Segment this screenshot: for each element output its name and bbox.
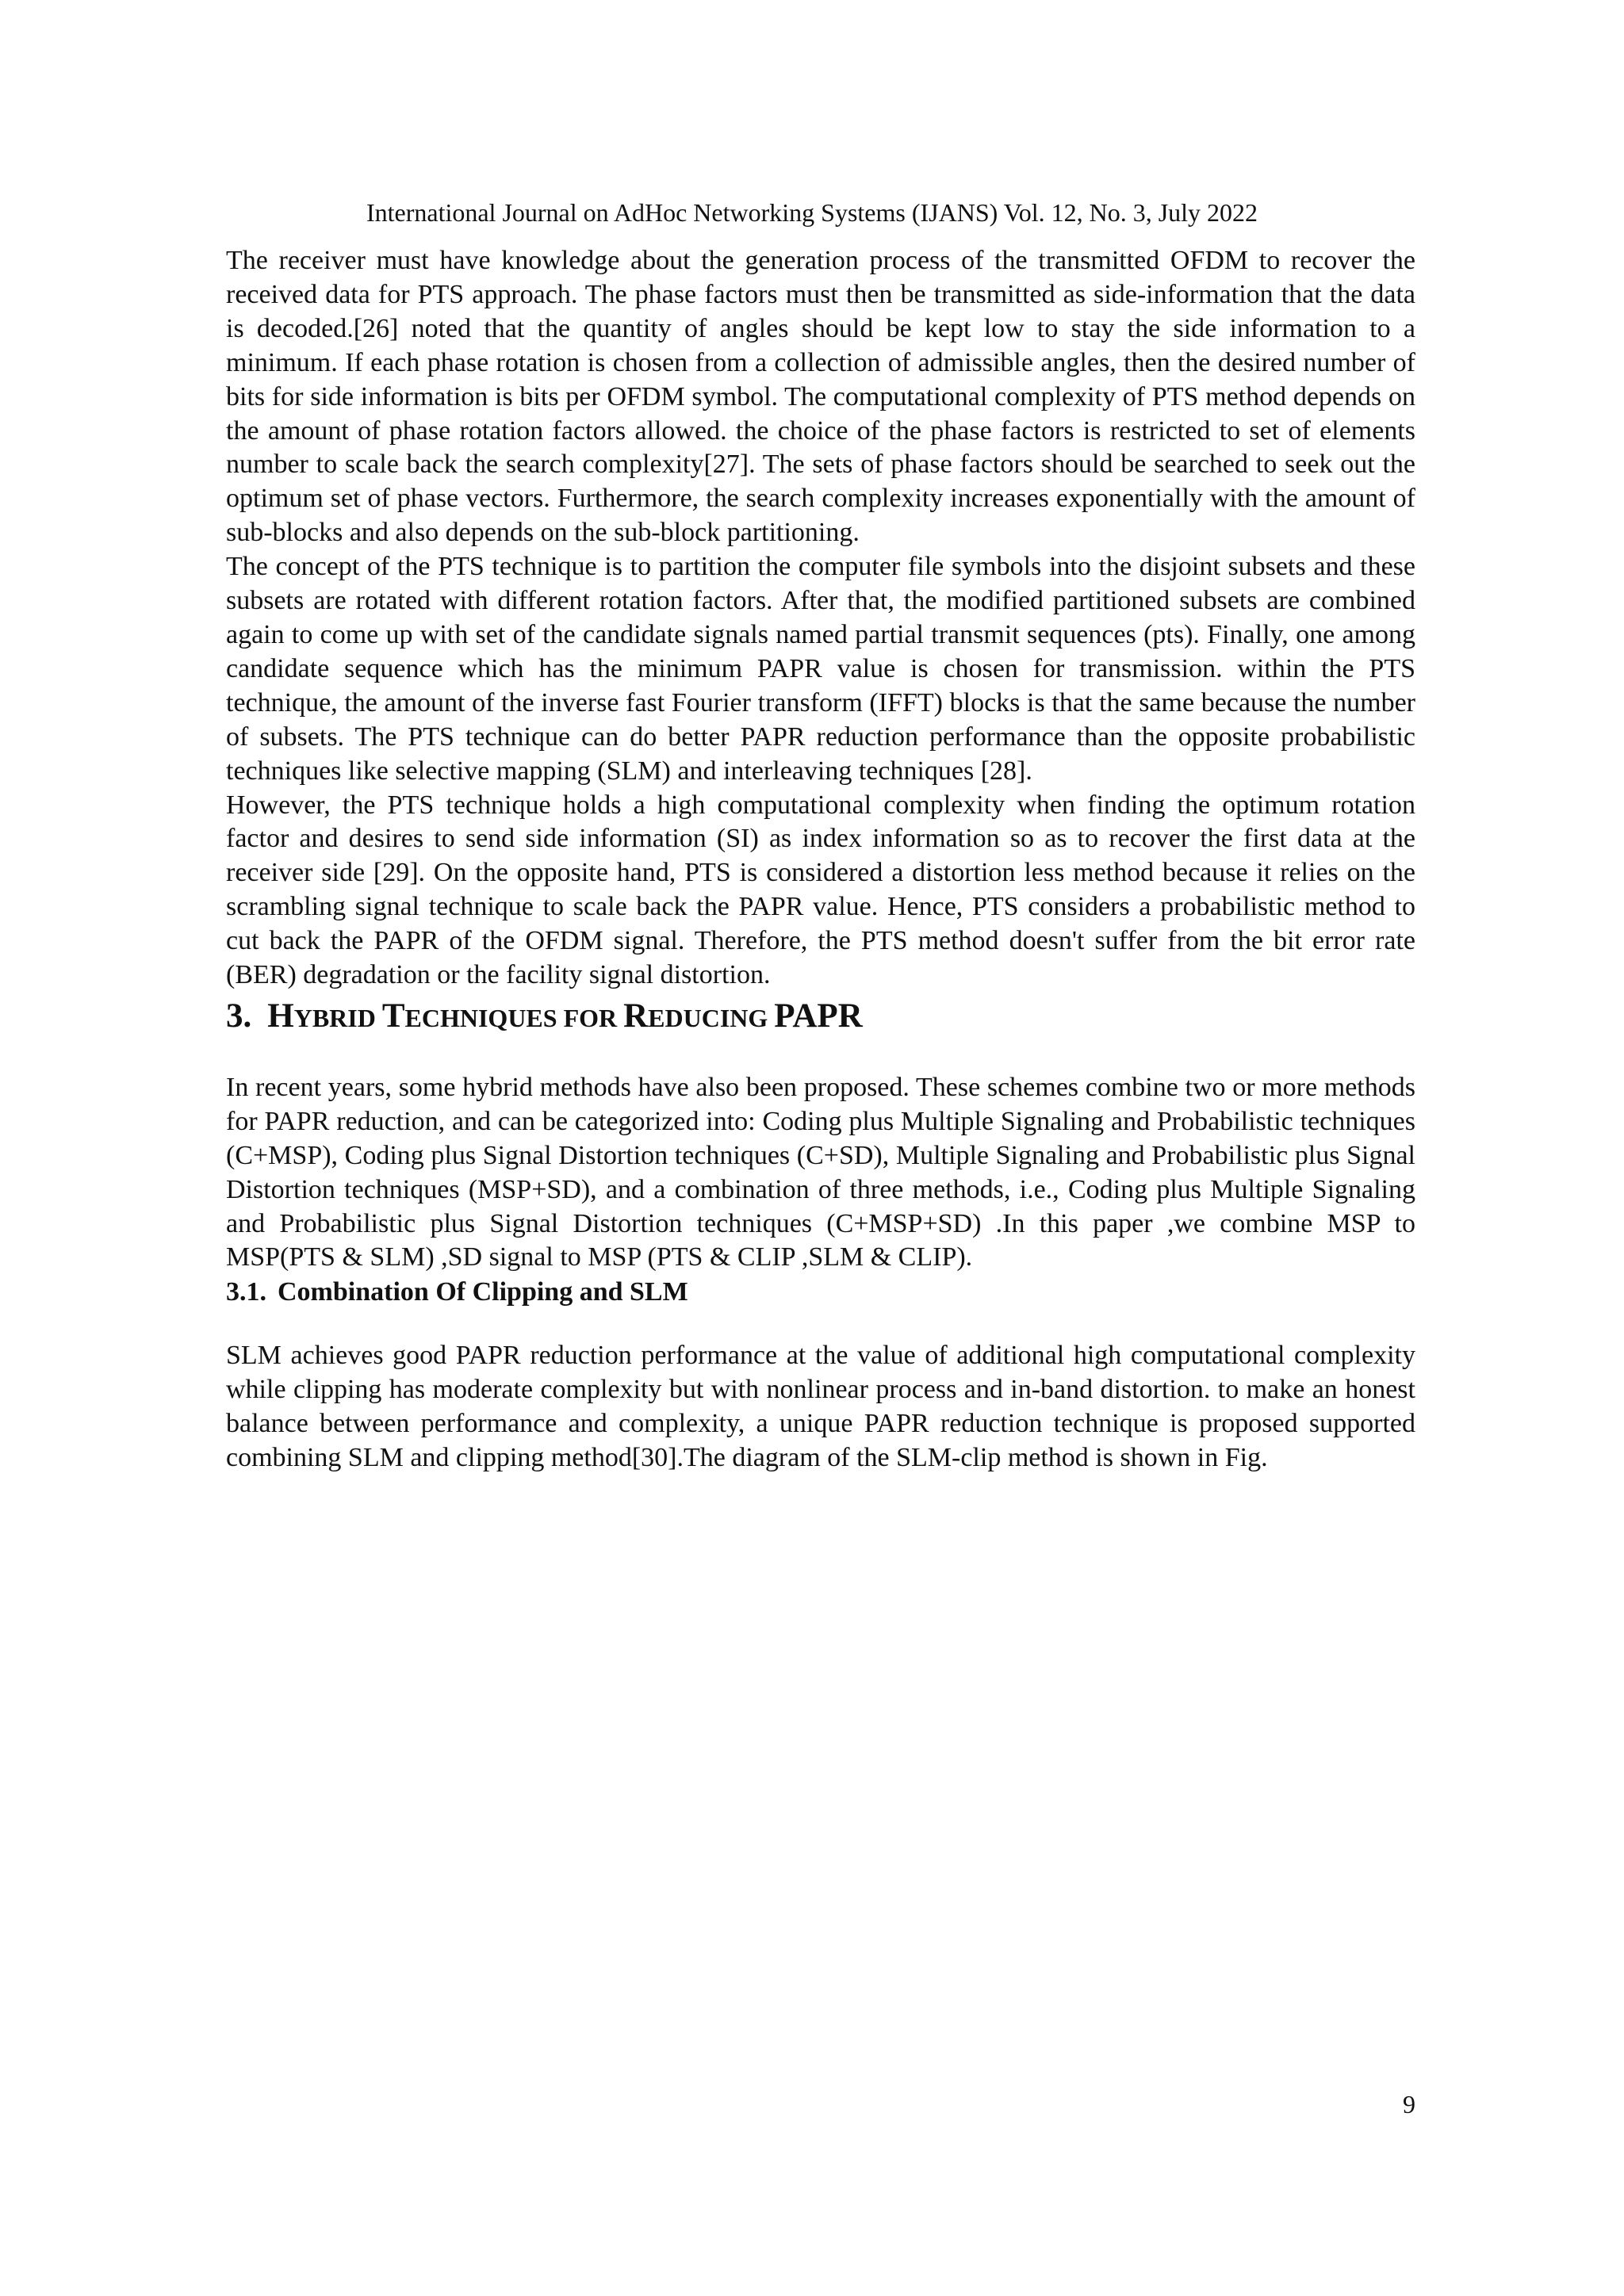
page-body (226, 244, 1415, 1475)
journal-header: International Journal on AdHoc Networking Systems (IJANS) Vol. 12, No. 3, July 2022 (366, 198, 1258, 227)
section-3-title-sc1: YBRID (293, 1003, 382, 1032)
paragraph-pts-side-information: The receiver must have knowledge about the generation process of the transmitted OFDM to recover the received data for PTS approach. The phase factors must then be transmitted as side-information that the data is decoded.[26] noted that the quantity of angles should be kept low to stay the side information to a minimum. If each phase rotation is chosen from a collection of admissible angles, then the desired number of bits for side information is bits per OFDM symbol. The computational complexity of PTS method depends on the amount of phase rotation factors allowed. the choice of the phase factors is restricted to set of elements number to scale back the search complexity[27]. The sets of phase factors should be searched to seek out the optimum set of phase vectors. Furthermore, the search complexity increases exponentially with the amount of sub-blocks and also depends on the sub-block partitioning. (226, 246, 1415, 548)
section-3-title-h1: H (267, 997, 294, 1035)
section-3-title-sc2: ECHNIQUES FOR (404, 1003, 624, 1032)
section-3-title-h3: R (623, 997, 649, 1035)
paragraph-hybrid-methods: In recent years, some hybrid methods have also been proposed. These schemes combine two or more methods for PAPR reduction, and can be categorized into: Coding plus Multiple Signaling and Probabilistic techniques (C+MSP), Coding plus Signal Distortion techniques (C+SD), Multiple Signaling and Probabilistic plus Signal Distortion techniques (MSP+SD), and a combination of three methods, i.e., Coding plus Multiple Signaling and Probabilistic plus Signal Distortion techniques (C+MSP+SD) .In this paper ,we combine MSP to MSP(PTS & SLM) ,SD signal to MSP (PTS & CLIP ,SLM & CLIP). (226, 1072, 1415, 1272)
section-3-1-number: 3.1. (226, 1277, 266, 1307)
page-number: 9 (1403, 2090, 1415, 2118)
paragraph-pts-concept: The concept of the PTS technique is to partition the computer file symbols into the disjoint subsets and these subsets are rotated with different rotation factors. After that, the modified partitioned subsets are combined again to come up with set of the candidate signals named partial transmit sequences (pts). Finally, one among candidate sequence which has the minimum PAPR value is chosen for transmission. within the PTS technique, the amount of the inverse fast Fourier transform (IFFT) blocks is that the same because the number of subsets. The PTS technique can do better PAPR reduction performance than the opposite probabilistic techniques like selective mapping (SLM) and interleaving techniques [28]. (226, 552, 1415, 786)
section-3-heading (226, 993, 1415, 1042)
section-3-1-heading (226, 1275, 1415, 1310)
section-3-title-h2: T (381, 997, 405, 1035)
paragraph-pts-complexity: However, the PTS technique holds a high computational complexity when finding the optimum rotation factor and desires to send side information (SI) as index information so as to recover the first data at the receiver side [29]. On the opposite hand, PTS is considered a distortion less method because it relies on the scrambling signal technique to scale back the PAPR value. Hence, PTS considers a probabilistic method to cut back the PAPR of the OFDM signal. Therefore, the PTS method doesn't suffer from the bit error rate (BER) degradation or the facility signal distortion. (226, 790, 1415, 990)
paragraph-slm-clipping: SLM achieves good PAPR reduction performance at the value of additional high computational complexity while clipping has moderate complexity but with nonlinear process and in-band distortion. to make an honest balance between performance and complexity, a unique PAPR reduction technique is proposed supported combining SLM and clipping method[30].The diagram of the SLM-clip method is shown in Fig. (226, 1341, 1415, 1473)
section-3-title-h4: PAPR (774, 997, 863, 1035)
section-3-number: 3. (226, 997, 252, 1035)
section-3-title-sc3: EDUCING (648, 1003, 775, 1032)
section-3-1-title: Combination Of Clipping and SLM (278, 1277, 688, 1307)
